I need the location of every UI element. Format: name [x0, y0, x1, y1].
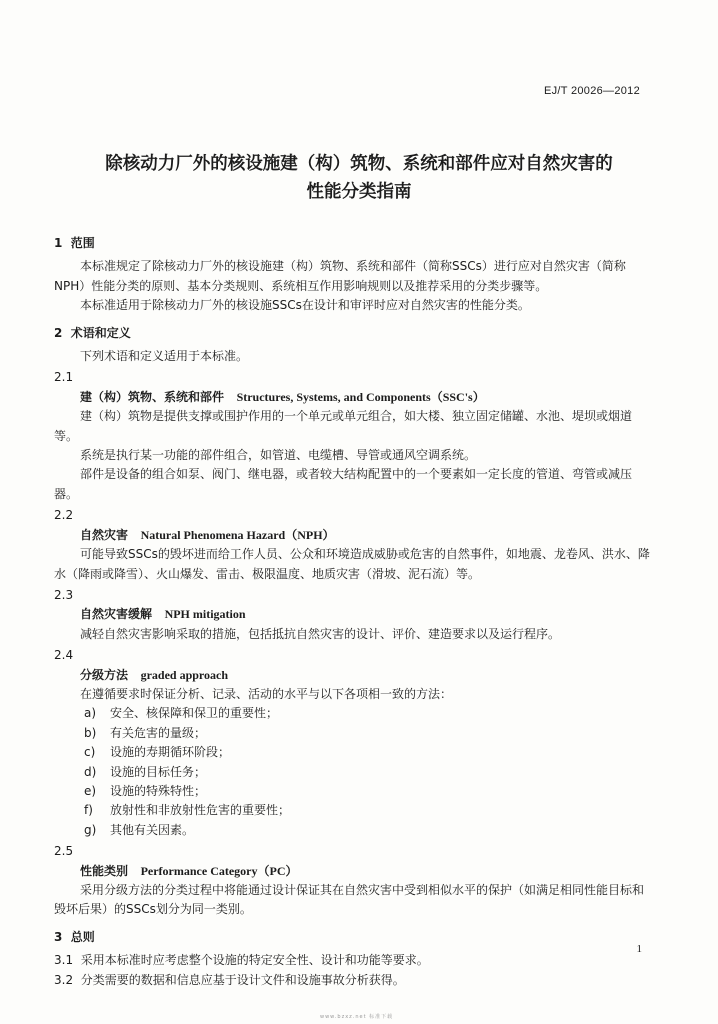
term-definition: 系统是执行某一功能的部件组合，如管道、电缆槽、导管或通风空调系统。	[80, 448, 477, 463]
list-text: 设施的寿期循环阶段；	[110, 745, 231, 760]
document-body	[54, 232, 654, 990]
section-number: 3	[54, 929, 63, 944]
term-definition: 采用分级方法的分类过程中将能通过设计保证其在自然灾害中受到相似水平的保护（如满足相同性能目标和毁坏后果）的SSCs划分为同一类别。	[54, 883, 645, 917]
list-item	[54, 724, 654, 743]
term-definition: 部件是设备的组合如泵、阀门、继电器，或者较大结构配置中的一个要素如一定长度的管道、弯管或减压器。	[54, 467, 633, 501]
list-text: 有关危害的量级；	[110, 725, 207, 740]
general-clause	[54, 971, 654, 990]
list-marker: b)	[84, 725, 97, 740]
list-marker: a)	[84, 706, 97, 721]
list-marker: c)	[84, 745, 96, 760]
title-line-2: 性能分类指南	[306, 182, 412, 202]
term-definition: 减轻自然灾害影响采取的措施，包括抵抗自然灾害的设计、评价、建造要求以及运行程序。	[80, 626, 561, 641]
section-number: 2	[54, 325, 63, 340]
list-marker: g)	[84, 822, 97, 837]
section-title: 总则	[70, 929, 95, 944]
list-text: 设施的目标任务；	[110, 764, 207, 779]
list-item	[54, 763, 654, 782]
clause-text: 采用本标准时应考虑整个设施的特定安全性、设计和功能等要求。	[80, 953, 429, 968]
term-definition: 可能导致SSCs的毁坏进而给工作人员、公众和环境造成威胁或危害的自然事件，如地震、龙卷风、洪水、降水（降雨或降雪）、火山爆发、雷击、极限温度、地质灾害（滑坡、泥石流）等。	[54, 547, 650, 581]
section-heading-1	[54, 234, 654, 253]
list-item	[54, 782, 654, 801]
list-item	[54, 821, 654, 840]
list-marker: f)	[84, 803, 93, 818]
term-en: Structures, Systems, and Components（SSC's）	[236, 389, 485, 404]
term-zh: 建（构）筑物、系统和部件	[80, 389, 225, 404]
term-en: Performance Category（PC）	[140, 863, 298, 878]
term-zh: 性能类别	[80, 863, 129, 878]
clause-number: 2.5	[54, 844, 74, 859]
term-heading	[54, 862, 654, 881]
title-line-1: 除核动力厂外的核设施建（构）筑物、系统和部件应对自然灾害的	[105, 154, 613, 174]
page-number: 1	[636, 943, 642, 955]
term-zh: 自然灾害缓解	[80, 607, 153, 622]
general-clause	[54, 951, 654, 970]
clause-number: 2.2	[54, 508, 74, 523]
list-item	[54, 743, 654, 762]
term-zh: 分级方法	[80, 667, 129, 682]
term-definition: 建（构）筑物是提供支撑或围护作用的一个单元或单元组合，如大楼、独立固定储罐、水池、堤坝或烟道等。	[54, 409, 633, 443]
terms-intro: 下列术语和定义适用于本标准。	[80, 349, 249, 364]
section-title: 术语和定义	[70, 325, 131, 340]
list-marker: e)	[84, 783, 97, 798]
list-text: 设施的特殊特性；	[110, 783, 207, 798]
section-heading-3	[54, 928, 654, 947]
list-text: 放射性和非放射性危害的重要性；	[110, 803, 291, 818]
list-item	[54, 801, 654, 820]
term-zh: 自然灾害	[80, 527, 129, 542]
list-text: 安全、核保障和保卫的重要性；	[110, 706, 279, 721]
term-heading	[54, 666, 654, 685]
clause-number: 2.1	[54, 370, 74, 385]
term-heading	[54, 605, 654, 624]
standard-number: EJ/T 20026—2012	[543, 85, 640, 97]
term-heading	[54, 526, 654, 545]
term-en: NPH mitigation	[164, 607, 246, 622]
clause-number: 3.2	[54, 972, 74, 987]
section-heading-2	[54, 324, 654, 343]
term-heading	[54, 388, 654, 407]
section-title: 范围	[70, 236, 95, 250]
watermark: www.bzxz.net 标准下载	[320, 1014, 394, 1020]
term-definition: 在遵循要求时保证分析、记录、活动的水平与以下各项相一致的方法：	[80, 686, 453, 701]
document-title	[40, 150, 678, 206]
list-text: 其他有关因素。	[110, 822, 195, 837]
list-item	[54, 704, 654, 723]
term-en: Natural Phenomena Hazard（NPH）	[140, 527, 335, 542]
scope-paragraph-2: 本标准适用于除核动力厂外的核设施SSCs在设计和审评时应对自然灾害的性能分类。	[80, 298, 530, 313]
clause-number: 2.3	[54, 587, 74, 602]
clause-text: 分类需要的数据和信息应基于设计文件和设施事故分析获得。	[80, 972, 405, 987]
term-en: graded approach	[140, 667, 229, 682]
list-marker: d)	[84, 764, 97, 779]
clause-number: 3.1	[54, 953, 74, 968]
scope-paragraph-1: 本标准规定了除核动力厂外的核设施建（构）筑物、系统和部件（简称SSCs）进行应对自然灾害（简称NPH）性能分类的原则、基本分类规则、系统相互作用影响规则以及推荐采用的分类步骤等。	[54, 259, 626, 293]
section-number: 1	[54, 236, 63, 250]
clause-number: 2.4	[54, 648, 74, 663]
